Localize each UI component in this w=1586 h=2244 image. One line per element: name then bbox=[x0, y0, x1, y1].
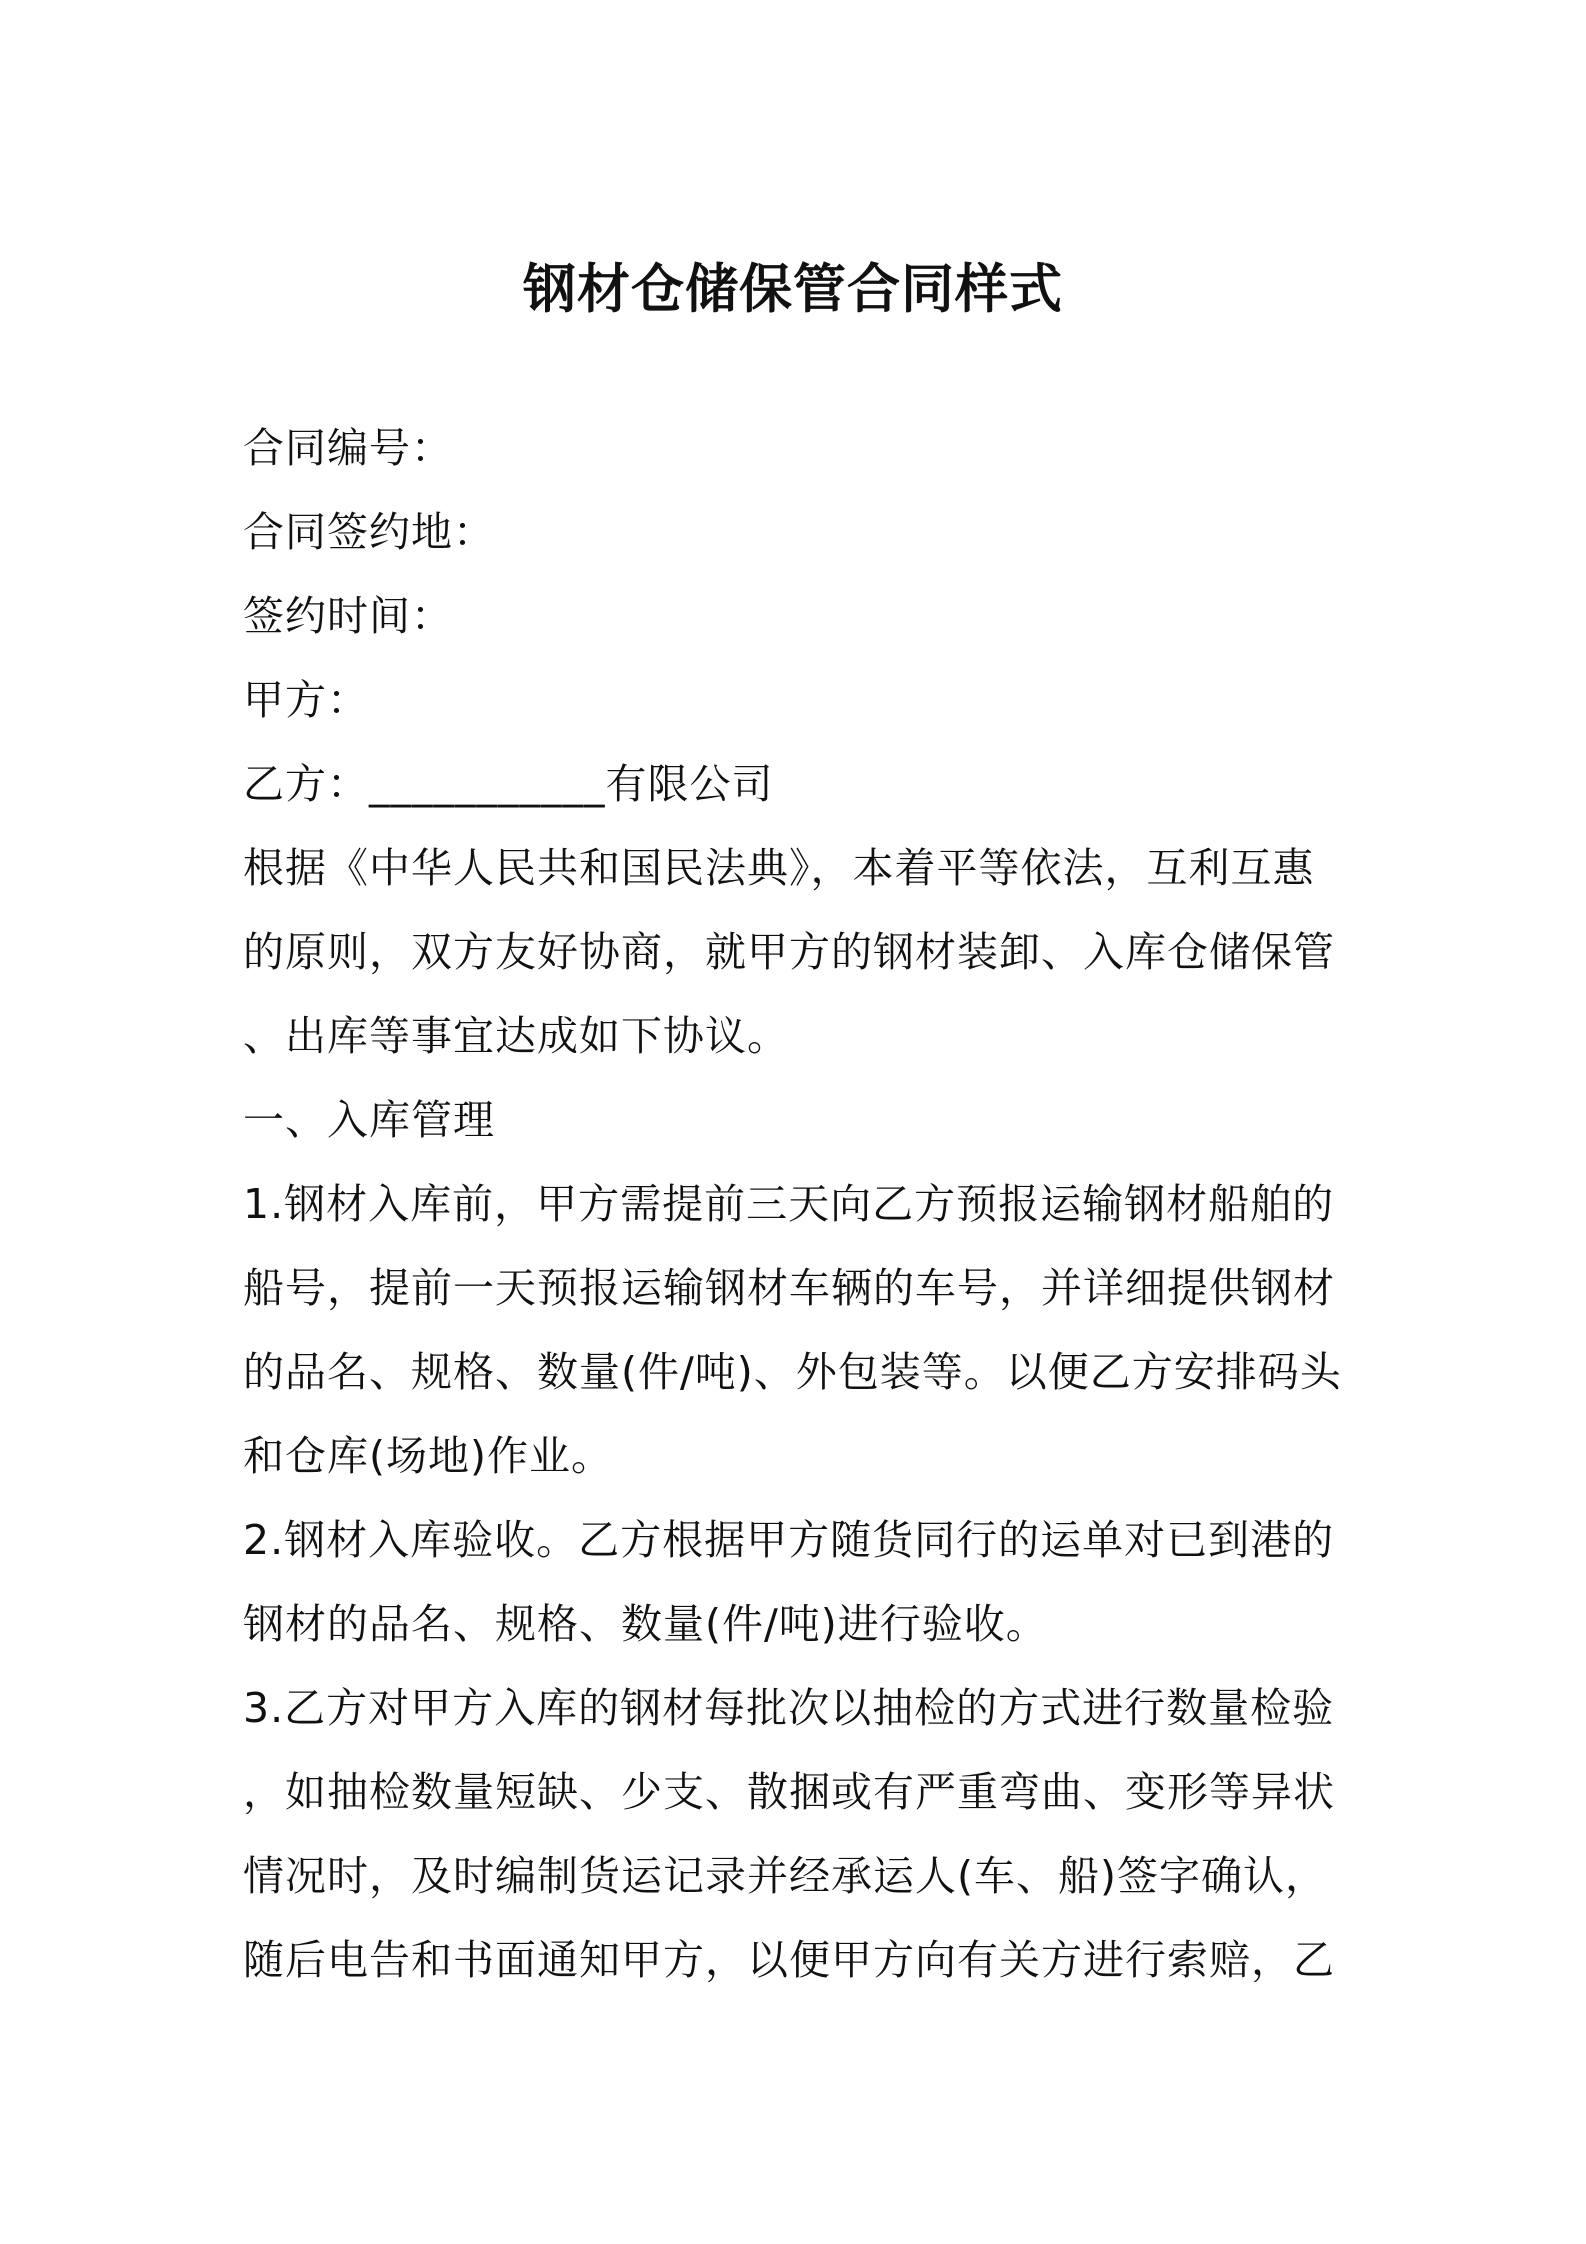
preamble-line: 、出库等事宜达成如下协议。 bbox=[243, 1012, 789, 1060]
clause-line: 钢材的品名、规格、数量(件/吨)进行验收。 bbox=[243, 1600, 1048, 1648]
clause-line: 船号，提前一天预报运输钢材车辆的车号，并详细提供钢材 bbox=[243, 1264, 1335, 1312]
document-title: 钢材仓储保管合同样式 bbox=[523, 259, 1063, 320]
preamble-line: 的原则，双方友好协商，就甲方的钢材装卸、入库仓储保管 bbox=[243, 928, 1335, 976]
clause-line: 3.乙方对甲方入库的钢材每批次以抽检的方式进行数量检验 bbox=[243, 1684, 1335, 1732]
clause-line: 和仓库(场地)作业。 bbox=[243, 1432, 613, 1480]
clause-line: ，如抽检数量短缺、少支、散捆或有严重弯曲、变形等异状 bbox=[243, 1768, 1335, 1816]
document-body bbox=[243, 406, 1363, 2002]
clause-line: 2.钢材入库验收。乙方根据甲方随货同行的运单对已到港的 bbox=[243, 1516, 1335, 1564]
clause-line: 的品名、规格、数量(件/吨)、外包装等。以便乙方安排码头 bbox=[243, 1348, 1342, 1396]
contract-number-line: 合同编号： bbox=[243, 424, 453, 472]
clause-line: 情况时，及时编制货运记录并经承运人(车、船)签字确认， bbox=[243, 1852, 1327, 1900]
signing-time-line: 签约时间： bbox=[243, 592, 453, 640]
preamble-line: 根据《中华人民共和国民法典》，本着平等依法，互利互惠 bbox=[243, 844, 1315, 892]
section-heading: 一、入库管理 bbox=[243, 1096, 495, 1144]
party-a-line: 甲方： bbox=[243, 676, 369, 724]
party-b-line: 乙方：___________有限公司 bbox=[243, 760, 774, 808]
clause-line: 1.钢材入库前，甲方需提前三天向乙方预报运输钢材船舶的 bbox=[243, 1180, 1335, 1228]
clause-line: 随后电告和书面通知甲方，以便甲方向有关方进行索赔，乙 bbox=[243, 1936, 1335, 1984]
signing-place-line: 合同签约地： bbox=[243, 508, 495, 556]
